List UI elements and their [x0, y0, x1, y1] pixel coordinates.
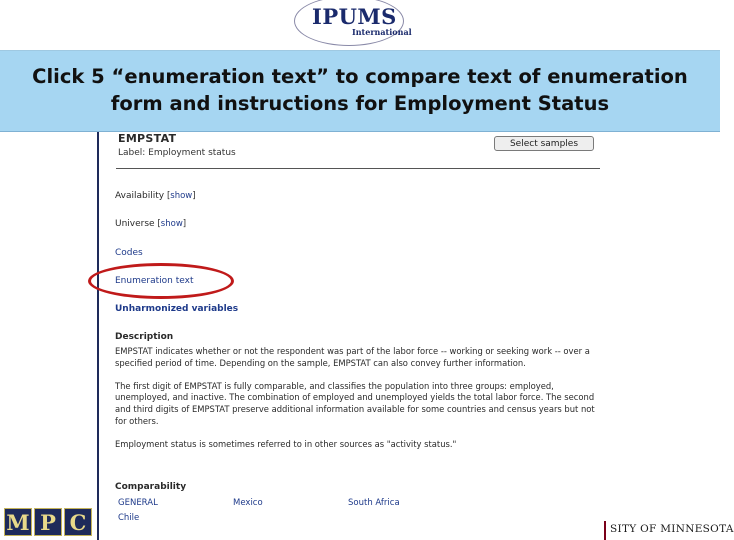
mpc-logo — [4, 508, 94, 536]
description-paragraph-1: EMPSTAT indicates whether or not the respondent was part of the labor force -- working or seeking work -- over a specified period of time. Depending on the sample, EMPSTAT can also convey further information. — [115, 346, 590, 368]
description-paragraph-3: Employment status is sometimes referred to in other sources as "activity status." — [115, 438, 457, 449]
ipums-logo — [290, 0, 410, 46]
comparability-heading: Comparability — [115, 482, 187, 492]
description-heading: Description — [115, 332, 174, 342]
select-samples-button[interactable]: Select samples — [494, 136, 594, 151]
variable-label: Label: Employment status — [118, 148, 236, 158]
enumeration-text-link[interactable]: Enumeration text — [115, 276, 194, 286]
description-body — [115, 346, 602, 462]
logo-subtitle: International — [352, 27, 412, 37]
unharmonized-section — [115, 304, 238, 314]
variable-name: EMPSTAT — [118, 132, 177, 145]
banner-line-1: Click 5 “enumeration text” to compare text of enumeration — [32, 65, 688, 88]
availability-show-link[interactable]: show — [170, 191, 193, 201]
description-paragraph-2: The first digit of EMPSTAT is fully comparable, and classifies the population into three groups: employed, unemployed, and inactive. The combination of employed and unemployed yields the total labor force. The second and third digits of EMPSTAT preserve additional information available for some countries and census years but not for others. — [115, 380, 595, 426]
umn-bar — [604, 521, 606, 540]
header-divider — [116, 168, 600, 169]
left-divider — [97, 132, 99, 540]
unharmonized-variables-link[interactable]: Unharmonized variables — [115, 304, 239, 314]
availability-section: Availability [show] — [115, 191, 196, 201]
universe-section: Universe [show] — [115, 219, 187, 229]
comparability-tab-general[interactable]: GENERAL — [118, 498, 158, 508]
comparability-tab-south-africa[interactable]: South Africa — [348, 498, 400, 508]
mpc-letter: M — [4, 508, 32, 536]
codes-link[interactable]: Codes — [115, 248, 143, 258]
umn-wordmark — [604, 521, 734, 540]
mpc-letter: P — [34, 508, 62, 536]
highlight-ellipse — [88, 263, 234, 299]
umn-text: SITY OF MINNESOTA — [610, 523, 734, 535]
banner-line-2: form and instructions for Employment Status — [110, 92, 610, 115]
mpc-letter: C — [64, 508, 92, 536]
universe-label: Universe — [115, 219, 155, 229]
comparability-tab-chile[interactable]: Chile — [118, 513, 140, 523]
availability-label: Availability — [115, 191, 165, 201]
instruction-banner — [0, 50, 720, 132]
universe-show-link[interactable]: show — [160, 219, 183, 229]
comparability-tab-mexico[interactable]: Mexico — [233, 498, 263, 508]
logo-title: IPUMS — [312, 4, 397, 29]
codes-section — [115, 248, 143, 258]
